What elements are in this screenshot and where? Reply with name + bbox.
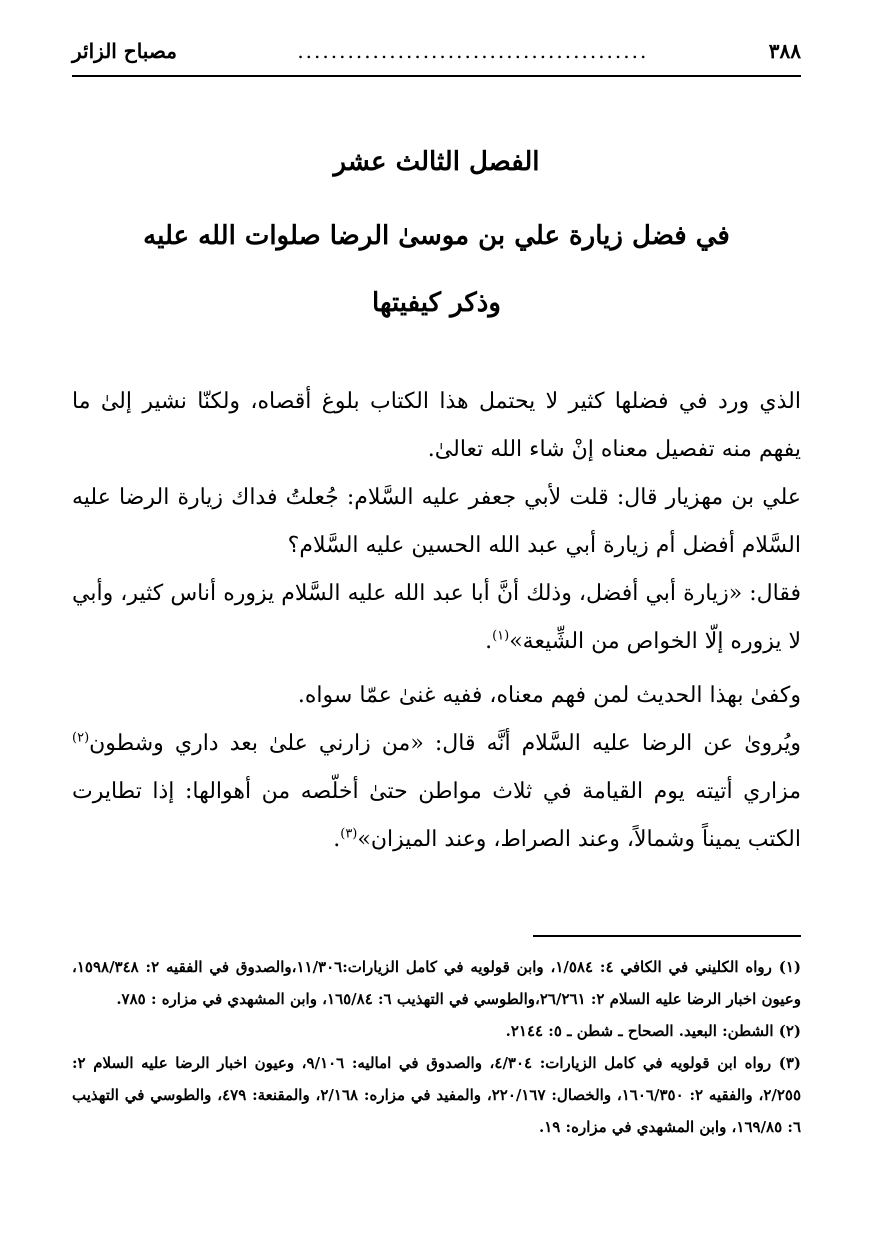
paragraph-text: . (485, 629, 493, 654)
chapter-title-heading: في فضل زيارة علي بن موسىٰ الرضا صلوات الله عليه (143, 221, 730, 251)
paragraph (72, 720, 801, 864)
paragraph-text: مزاري أتيته يوم القيامة في ثلاث مواطن حتىٰ أخلّصه من أهوالها: إذا تطايرت الكتب يميناً وشمالاً، وعند الصراط، وعند الميزان» (72, 779, 801, 852)
footnote: (٢) الشطن: البعيد. الصحاح ـ شطن ـ ٥: ٢١٤٤. (505, 1022, 801, 1040)
body-text (72, 378, 801, 864)
footnote-separator (533, 935, 801, 937)
paragraph-text: فقال: «زيارة أبي أفضل، وذلك أنَّ أبا عبد الله عليه السَّلام يزوره أناس كثير، وأبي لا يزوره إلّا الخواص من الشِّيعة» (72, 581, 801, 654)
paragraph-text: . (333, 827, 341, 852)
page-number: ٣٨٨ (768, 39, 801, 63)
running-header (72, 34, 801, 68)
book-title: مصباح الزائر (72, 39, 177, 63)
chapter-number-heading: الفصل الثالث عشر (333, 147, 540, 177)
paragraph (72, 378, 801, 474)
chapter-subtitle-heading: وذكر كيفيتها (372, 288, 501, 318)
paragraph-text: الذي ورد في فضلها كثير لا يحتمل هذا الكتاب بلوغ أقصاه، ولكنّا نشير إلىٰ ما يفهم منه تفصيل معناه إنْ شاء الله تعالىٰ. (72, 389, 801, 462)
paragraph (72, 474, 801, 570)
footnote-reference: (١) (492, 628, 510, 644)
footnotes (72, 951, 801, 1143)
paragraph-text: ويُروىٰ عن الرضا عليه السَّلام أنَّه قال: «من زارني علىٰ بعد داري وشطون (89, 731, 801, 756)
footnote: (٣) رواه ابن قولويه في كامل الزيارات: ٤/٣٠٤، والصدوق في اماليه: ٩/١٠٦، وعيون اخبار الرضا عليه السلام ٢: ٢/٢٥٥، والفقيه ٢: ١٦٠٦/٣٥٠، والخصال: ٢٢٠/١٦٧، والمفيد في مزاره: ٢/١٦٨، والمقنعة: ٤٧٩، والطوسي في التهذيب ٦: ١٦٩/٨٥، وابن المشهدي في مزاره: ١٩. (72, 1054, 802, 1136)
footnote-reference: (٢) (72, 730, 90, 746)
leader-dots: .......................................... (297, 39, 649, 63)
paragraph-text: وكفىٰ بهذا الحديث لمن فهم معناه، ففيه غنىٰ عمّا سواه. (297, 683, 801, 708)
footnote: (١) رواه الكليني في الكافي ٤: ١/٥٨٤، وابن قولويه في كامل الزيارات:١١/٣٠٦،والصدوق في الفقيه ٢: ١٥٩٨/٣٤٨، وعيون اخبار الرضا عليه السلام ٢: ٢٦/٢٦١،والطوسي في التهذيب ٦: ١٦٥/٨٤، وابن المشهدي في مزاره : ٧٨٥. (72, 958, 801, 1008)
footnote-reference: (٣) (340, 826, 358, 842)
header-rule (72, 75, 801, 77)
paragraph-text: علي بن مهزيار قال: قلت لأبي جعفر عليه السَّلام: جُعلتُ فداك زيارة الرضا عليه السَّلام أفضل أم زيارة أبي عبد الله الحسين عليه السَّلام؟ (72, 485, 801, 558)
paragraph (72, 672, 801, 720)
paragraph (72, 570, 801, 666)
